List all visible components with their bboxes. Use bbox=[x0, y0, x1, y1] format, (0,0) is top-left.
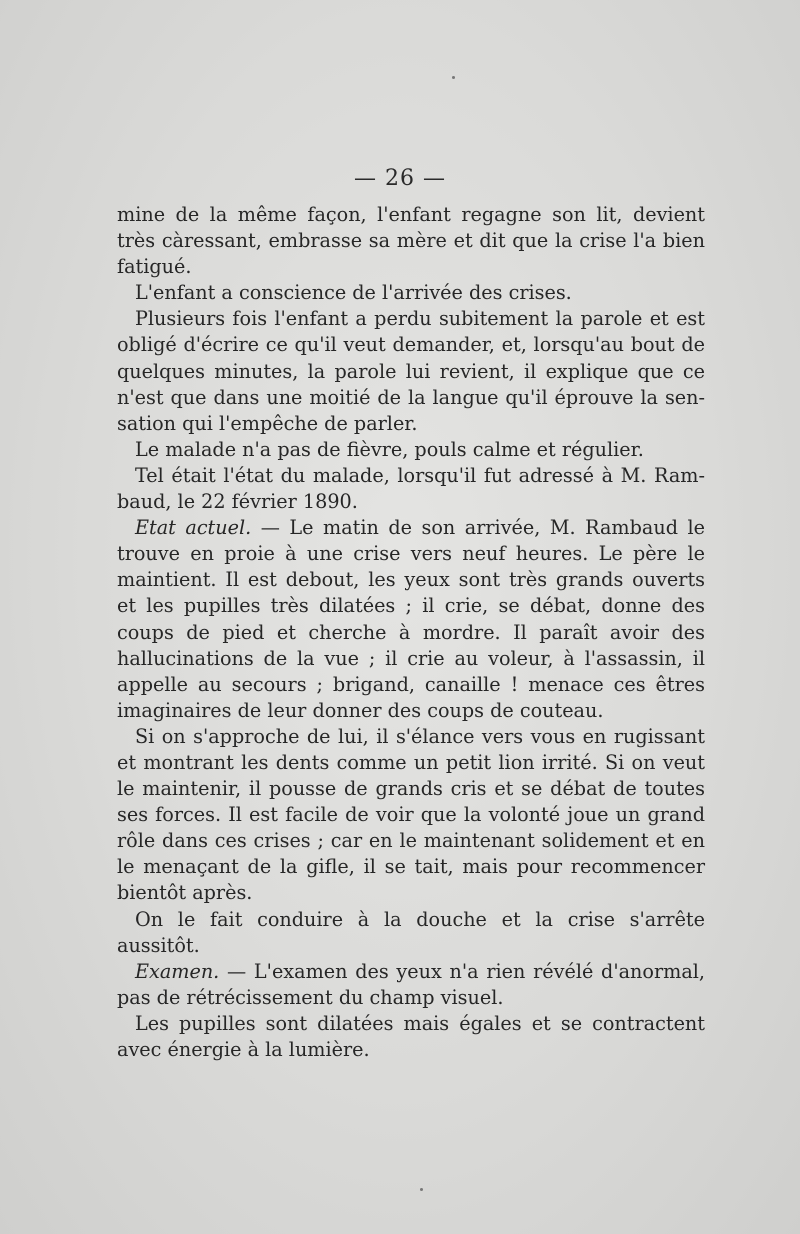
paragraph-etat-actuel bbox=[117, 515, 705, 724]
paragraph-fievre: Le malade n'a pas de fièvre, pouls calme et régulier. bbox=[135, 437, 644, 461]
print-speck bbox=[420, 1188, 423, 1191]
paragraph-continuation: mine de la même façon, l'enfant regagne son lit, devient très càressant, embrasse sa mère et dit que la crise l'a bien fatigué. bbox=[117, 203, 705, 279]
paragraph-examen bbox=[117, 959, 705, 1011]
section-lead-examen: Examen. bbox=[135, 959, 220, 983]
page-number: — 26 — bbox=[354, 166, 446, 191]
paragraph-parole: Plusieurs fois l'enfant a perdu subitement la parole et est obligé d'écrire ce qu'il veut demander, et, lorsqu'au bout de quelques minutes, la parole lui revient, il explique que ce n'est que dans une moitié de la langue qu'il éprouve la sensation qui l'empêche de parler. bbox=[117, 307, 705, 435]
paragraph-etat-malade: Tel était l'état du malade, lorsqu'il fut adressé à M. Rambaud, le 22 février 1890. bbox=[117, 463, 705, 514]
paragraph-etat-actuel-text: — Le matin de son arrivée, M. Rambaud le trouve en proie à une crise vers neuf heures. Le père le maintient. Il est debout, les yeux sont très grands ouverts et les pupilles très dilatées ; il crie, se débat, donne des coups de pied et cherche à mordre. Il paraît avoir des hallucinations de la vue ; il crie au voleur, à l'assassin, il appelle au secours ; brigand, canaille ! menace ces êtres imaginaires de leur donner des coups de couteau. bbox=[117, 516, 705, 722]
paragraph-conscience: L'enfant a conscience de l'arrivée des crises. bbox=[135, 281, 572, 305]
body-text bbox=[117, 202, 705, 1063]
paragraph-pupilles: Les pupilles sont dilatées mais égales et se contractent avec énergie à la lumière. bbox=[117, 1011, 705, 1061]
paragraph-douche: On le fait conduire à la douche et la crise s'arrête aussitôt. bbox=[117, 907, 705, 957]
print-speck bbox=[452, 76, 455, 79]
paragraph-examen-text: — L'examen des yeux n'a rien révélé d'anormal, pas de rétrécissement du champ visuel. bbox=[117, 959, 705, 1009]
section-lead-etat-actuel: Etat actuel. bbox=[135, 516, 252, 540]
paragraph-approche: Si on s'approche de lui, il s'élance vers vous en rugissant et montrant les dents comme un petit lion irrité. Si on veut le maintenir, il pousse de grands cris et se débat de toutes ses forces. Il est facile de voir que la volonté joue un grand rôle dans ces crises ; car en le maintenant solidement et en le menaçant de la gifle, il se tait, mais pour recommencer bientôt après. bbox=[117, 724, 705, 905]
